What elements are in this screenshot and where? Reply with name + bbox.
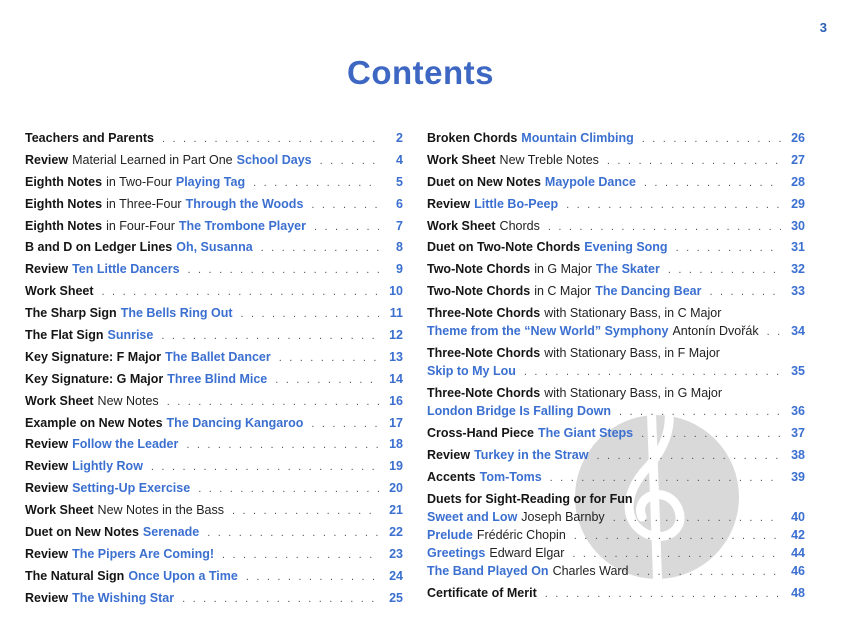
entry-page: 24 [389, 568, 403, 583]
toc-entry[interactable] [25, 372, 403, 394]
entry-topic: Review [427, 196, 471, 211]
entry-song: The Ballet Dancer [165, 349, 271, 364]
toc-entry[interactable] [25, 459, 403, 481]
entry-page: 21 [389, 503, 403, 518]
entry-topic: Certificate of Merit [427, 585, 537, 600]
entry-topic: Review [427, 448, 471, 463]
entry-page: 44 [791, 545, 805, 560]
entry-page: 30 [791, 218, 805, 233]
entry-song: School Days [236, 152, 312, 167]
toc-entry[interactable] [427, 448, 805, 470]
entry-topic: Work Sheet [427, 218, 496, 233]
toc-entry[interactable] [427, 546, 805, 564]
entry-topic: Duet on New Notes [25, 525, 139, 540]
toc-entry[interactable] [427, 262, 805, 284]
entry-song: Mountain Climbing [521, 131, 634, 145]
entry-song: The Trombone Player [178, 218, 306, 233]
entry-page: 8 [396, 240, 403, 255]
entry-song: The Dancing Bear [595, 284, 702, 299]
entry-topic: Review [25, 481, 69, 496]
entry-song: Sweet and Low [427, 509, 518, 524]
entry-song: London Bridge Is Falling Down [427, 404, 612, 419]
entry-topic: Work Sheet [25, 503, 94, 518]
toc-entry-two-line[interactable] [427, 346, 805, 382]
entry-song: Oh, Susanna [176, 240, 253, 255]
entry-song: Lightly Row [72, 459, 143, 474]
entry-song: Maypole Dance [544, 174, 636, 189]
entry-page: 40 [791, 509, 805, 524]
toc-entry-two-line[interactable] [427, 306, 805, 342]
toc-entry[interactable] [25, 197, 403, 219]
entry-topic: Teachers and Parents [25, 131, 154, 145]
entry-topic: The Natural Sign [25, 568, 125, 583]
entry-composer: Joseph Barnby [521, 509, 605, 524]
entry-song: The Band Played On [427, 563, 549, 578]
entry-page: 39 [791, 469, 805, 484]
entry-page: 16 [389, 393, 403, 408]
entry-song: Turkey in the Straw [474, 448, 589, 463]
entry-detail: New Treble Notes [499, 152, 599, 167]
toc-entry[interactable] [25, 219, 403, 241]
entry-detail: New Notes in the Bass [97, 503, 224, 518]
toc-entry[interactable] [25, 262, 403, 284]
entry-page: 48 [791, 585, 805, 600]
entry-topic: Review [25, 590, 69, 605]
entry-page: 7 [396, 218, 403, 233]
toc-entry[interactable] [427, 470, 805, 492]
toc-entry[interactable] [427, 175, 805, 197]
entry-topic: Review [25, 437, 69, 452]
entry-topic: Cross-Hand Piece [427, 426, 534, 441]
toc-entry[interactable] [427, 284, 805, 306]
entry-topic: Review [25, 152, 69, 167]
entry-page: 19 [389, 459, 403, 474]
toc-entry[interactable] [427, 197, 805, 219]
entry-topic: Two-Note Chords [427, 284, 531, 299]
entry-page: 12 [389, 328, 403, 343]
entry-page: 27 [791, 152, 805, 167]
toc-entry-two-line[interactable] [427, 386, 805, 422]
entry-page: 2 [396, 131, 403, 145]
toc-entry[interactable] [427, 510, 805, 528]
entry-song: The Dancing Kangaroo [166, 415, 304, 430]
entry-topic: B and D on Ledger Lines [25, 240, 173, 255]
entry-page: 29 [791, 196, 805, 211]
entry-composer: Charles Ward [552, 563, 629, 578]
toc-entry[interactable] [25, 394, 403, 416]
page-number: 3 [819, 20, 827, 35]
entry-page: 11 [389, 306, 403, 321]
contents-right-column [427, 131, 805, 608]
entry-page: 33 [791, 284, 805, 299]
entry-page: 9 [396, 262, 403, 277]
toc-entry[interactable] [427, 426, 805, 448]
toc-entry[interactable] [427, 153, 805, 175]
entry-song: Tom-Toms [479, 469, 542, 484]
entry-topic: Work Sheet [25, 284, 94, 299]
entry-detail: with Stationary Bass, in G Major [544, 386, 723, 401]
toc-entry[interactable] [25, 416, 403, 438]
entry-song: Three Blind Mice [167, 371, 268, 386]
entry-topic: Duet on New Notes [427, 174, 541, 189]
entry-topic: Work Sheet [25, 393, 94, 408]
entry-song: The Bells Ring Out [120, 306, 233, 321]
entry-song: Follow the Leader [72, 437, 179, 452]
toc-entry[interactable] [427, 219, 805, 241]
entry-song: Skip to My Lou [427, 364, 516, 379]
entry-song: Serenade [142, 525, 200, 540]
entry-page: 10 [389, 284, 403, 299]
entry-composer: Frédéric Chopin [476, 527, 566, 542]
toc-entry[interactable] [25, 481, 403, 503]
toc-entry[interactable] [25, 284, 403, 306]
entry-page: 42 [791, 527, 805, 542]
entry-page: 22 [389, 525, 403, 540]
entry-song: The Giant Steps [537, 426, 634, 441]
toc-entry[interactable] [25, 240, 403, 262]
duets-section [427, 492, 805, 582]
entry-page: 25 [389, 590, 403, 605]
entry-detail: Material Learned in Part One [72, 152, 233, 167]
entry-page: 5 [396, 174, 403, 189]
entry-page: 4 [396, 152, 403, 167]
toc-entry[interactable] [25, 153, 403, 175]
entry-topic: Three-Note Chords [427, 386, 541, 401]
toc-entry[interactable] [25, 306, 403, 328]
toc-entry[interactable] [25, 503, 403, 525]
page-title: Contents [347, 54, 494, 91]
toc-entry[interactable] [427, 131, 805, 153]
entry-song: Little Bo-Peep [474, 196, 559, 211]
entry-topic: Key Signature: F Major [25, 349, 162, 364]
entry-topic: Two-Note Chords [427, 262, 531, 277]
toc-entry[interactable] [427, 586, 805, 608]
toc-entry[interactable] [427, 528, 805, 546]
entry-topic: Work Sheet [427, 152, 496, 167]
entry-song: Greetings [427, 545, 486, 560]
entry-song: Ten Little Dancers [72, 262, 180, 277]
entry-page: 31 [791, 240, 805, 255]
entry-page: 13 [389, 349, 403, 364]
entry-detail: in C Major [534, 284, 592, 299]
toc-entry[interactable] [427, 240, 805, 262]
toc-entry[interactable] [25, 591, 403, 613]
entry-page: 20 [389, 481, 403, 496]
entry-page: 17 [389, 415, 403, 430]
entry-page: 46 [791, 563, 805, 578]
entry-detail: with Stationary Bass, in F Major [544, 346, 720, 361]
entry-detail: in G Major [534, 262, 592, 277]
entry-page: 36 [791, 404, 805, 419]
entry-song: The Skater [595, 262, 660, 277]
entry-page: 14 [389, 371, 403, 386]
entry-page: 26 [791, 131, 805, 145]
toc-entry[interactable] [25, 525, 403, 547]
entry-song: Prelude [427, 527, 473, 542]
entry-topic: Review [25, 546, 69, 561]
entry-page: 28 [791, 174, 805, 189]
entry-page: 23 [389, 546, 403, 561]
entry-topic: The Flat Sign [25, 328, 104, 343]
entry-topic: Eighth Notes [25, 174, 103, 189]
entry-song: Sunrise [107, 328, 154, 343]
toc-entry[interactable] [25, 328, 403, 350]
entry-detail: in Two-Four [106, 174, 172, 189]
entry-topic: Accents [427, 469, 476, 484]
entry-song: Once Upon a Time [128, 568, 238, 583]
toc-entry[interactable] [25, 569, 403, 591]
entry-page: 38 [791, 448, 805, 463]
entry-page: 34 [791, 324, 805, 339]
entry-topic: Eighth Notes [25, 218, 103, 233]
entry-topic: Key Signature: G Major [25, 371, 164, 386]
entry-song: Evening Song [584, 240, 668, 255]
entry-detail: Chords [499, 218, 540, 233]
entry-page: 18 [389, 437, 403, 452]
toc-entry[interactable] [25, 131, 403, 153]
entry-composer: Antonín Dvořák [672, 324, 759, 339]
entry-detail: New Notes [97, 393, 159, 408]
entry-topic: Broken Chords [427, 131, 518, 145]
entry-detail: in Four-Four [106, 218, 175, 233]
entry-page: 6 [396, 196, 403, 211]
entry-song: Setting-Up Exercise [72, 481, 191, 496]
entry-topic: Duet on Two-Note Chords [427, 240, 581, 255]
entry-song: Playing Tag [175, 174, 246, 189]
entry-topic: Eighth Notes [25, 196, 103, 211]
entry-topic: Three-Note Chords [427, 346, 541, 361]
entry-page: 37 [791, 426, 805, 441]
toc-entry[interactable] [25, 547, 403, 569]
entry-topic: Review [25, 262, 69, 277]
entry-topic: Three-Note Chords [427, 306, 541, 321]
entry-song: The Wishing Star [72, 590, 175, 605]
entry-composer: Edward Elgar [489, 545, 565, 560]
entry-detail: with Stationary Bass, in C Major [544, 306, 722, 321]
toc-entry[interactable] [25, 350, 403, 372]
entry-song: Through the Woods [185, 196, 304, 211]
entry-topic: Example on New Notes [25, 415, 163, 430]
contents-left-column [25, 131, 403, 613]
entry-page: 35 [791, 364, 805, 379]
duets-heading: Duets for Sight-Reading or for Fun [427, 491, 633, 506]
entry-topic: Review [25, 459, 69, 474]
toc-entry[interactable] [25, 175, 403, 197]
entry-page: 32 [791, 262, 805, 277]
toc-entry[interactable] [427, 564, 805, 582]
entry-topic: The Sharp Sign [25, 306, 117, 321]
entry-song: The Pipers Are Coming! [72, 546, 215, 561]
entry-song: Theme from the “New World” Symphony [427, 324, 669, 339]
toc-entry[interactable] [25, 437, 403, 459]
entry-detail: in Three-Four [106, 196, 182, 211]
